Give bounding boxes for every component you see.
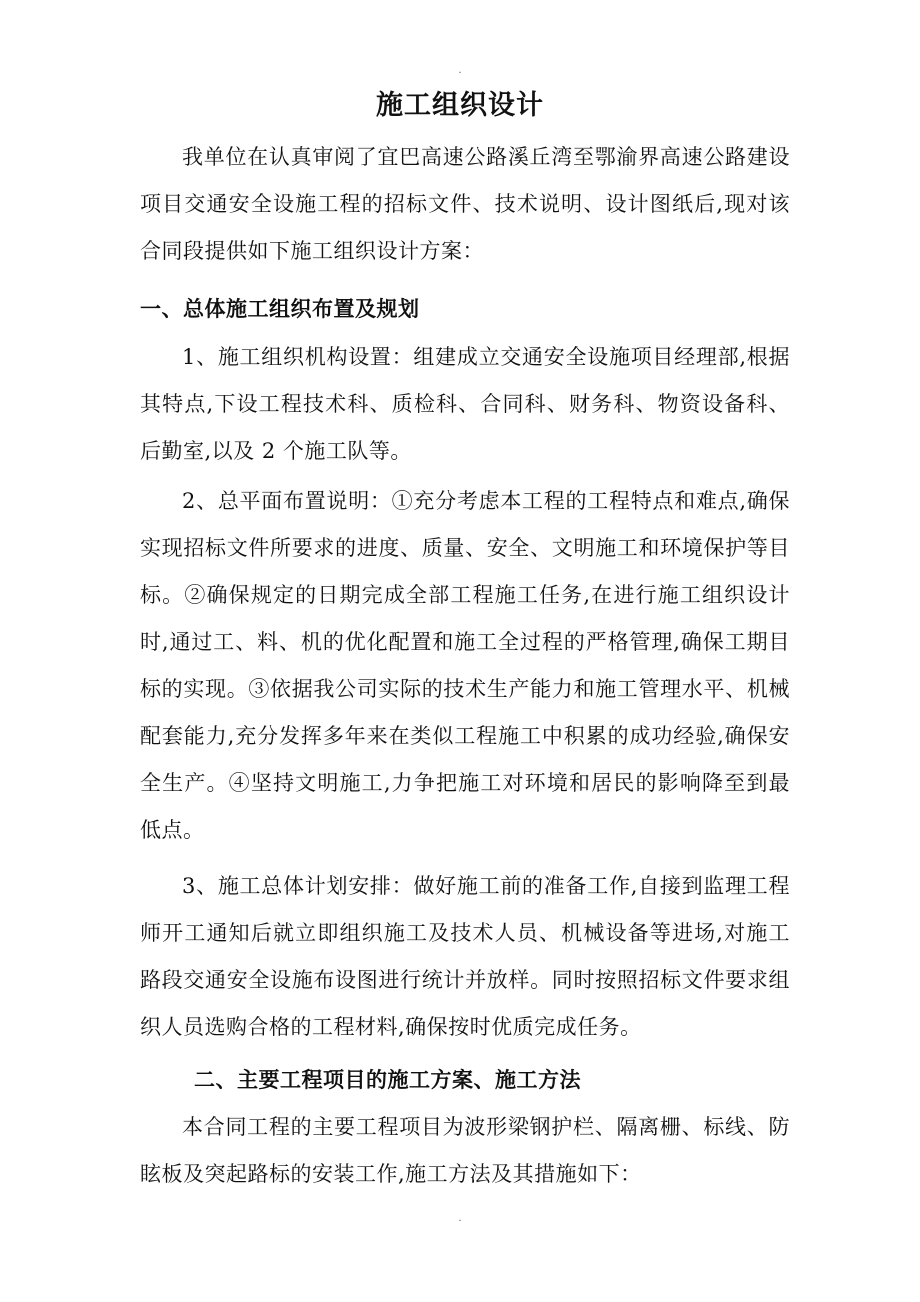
section1-item3-paragraph: 3、施工总体计划安排：做好施工前的准备工作,自接到监理工程师开工通知后就立即组织施工及技术人员、机械设备等进场,对施工路段交通安全设施布设图进行统计并放样。同时按照招标文件要求组织人员选购合格的工程材料,确保按时优质完成任务。 bbox=[140, 874, 790, 1039]
section2-intro-paragraph: 本合同工程的主要工程项目为波形梁钢护栏、隔离栅、标线、防眩板及突起路标的安装工作,施工方法及其措施如下： bbox=[140, 1115, 790, 1186]
document-title: 施工组织设计 bbox=[376, 90, 544, 121]
section1-heading: 一、总体施工组织布置及规划 bbox=[140, 296, 420, 321]
page-bottom-mark: . bbox=[458, 1213, 462, 1224]
section2-heading: 二、主要工程项目的施工方案、施工方法 bbox=[194, 1067, 581, 1092]
section1-item2-paragraph: 2、总平面布置说明：①充分考虑本工程的工程特点和难点,确保实现招标文件所要求的进度、质量、安全、文明施工和环境保护等目标。②确保规定的日期完成全部工程施工任务,在进行施工组织设计时,通过工、料、机的优化配置和施工全过程的严格管理,确保工期目标的实现。③依据我公司实际的技术生产能力和施工管理水平、机械配套能力,充分发挥多年来在类似工程施工中积累的成功经验,确保安全生产。④坚持文明施工,力争把施工对环境和居民的影响降至到最低点。 bbox=[140, 489, 790, 842]
page-top-mark: . bbox=[458, 65, 462, 76]
intro-paragraph: 我单位在认真审阅了宜巴高速公路溪丘湾至鄂渝界高速公路建设项目交通安全设施工程的招标文件、技术说明、设计图纸后,现对该合同段提供如下施工组织设计方案： bbox=[140, 145, 790, 263]
section1-item1-paragraph: 1、施工组织机构设置：组建成立交通安全设施项目经理部,根据其特点,下设工程技术科、质检科、合同科、财务科、物资设备科、后勤室,以及 2 个施工队等。 bbox=[140, 345, 790, 463]
